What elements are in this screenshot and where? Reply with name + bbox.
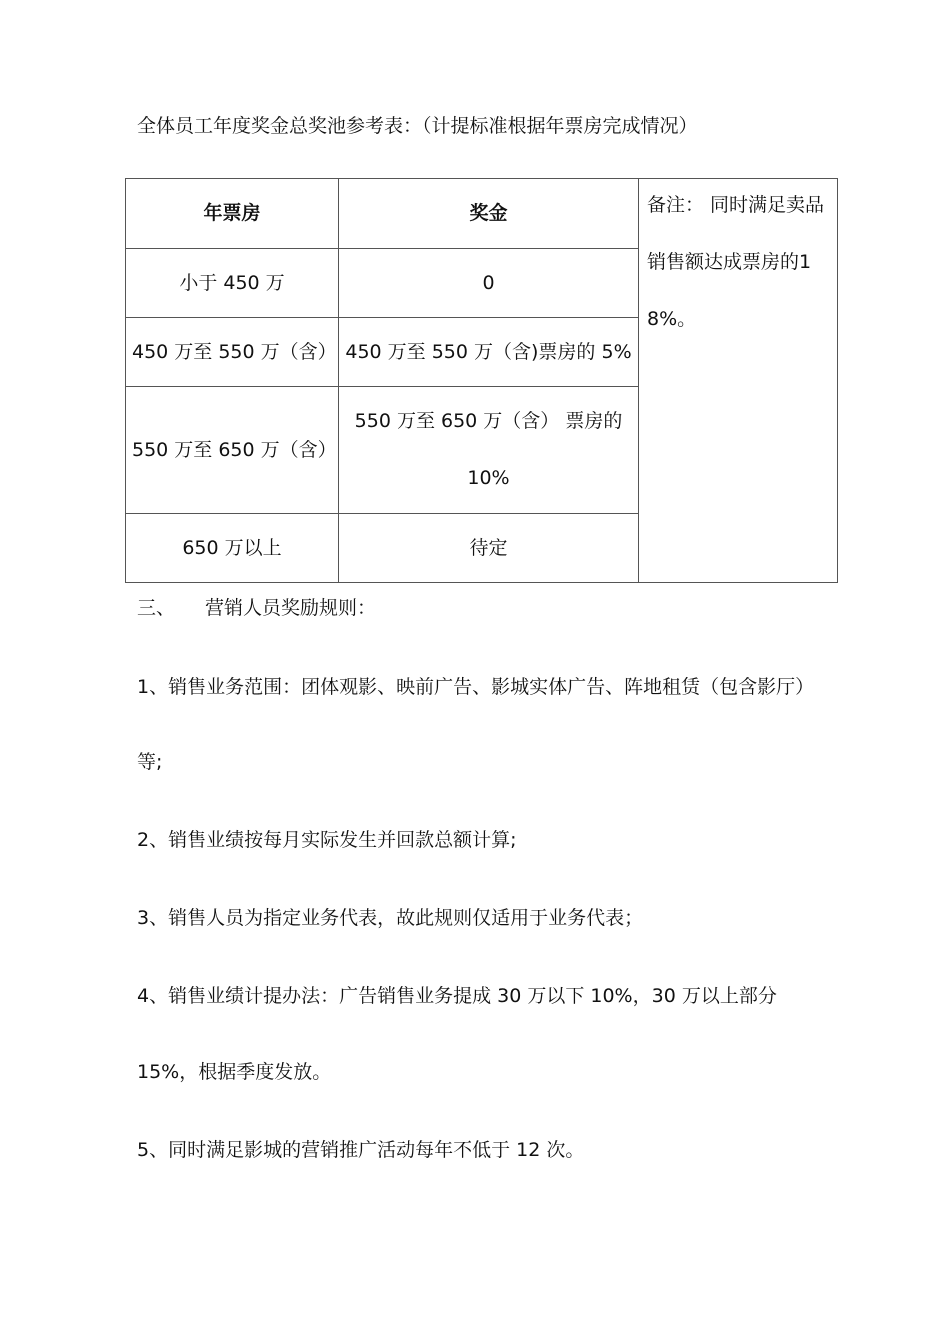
note-text: 备注： 同时满足卖品销售额达成票房的18%。 bbox=[647, 194, 825, 330]
cell-bonus: 待定 bbox=[339, 514, 639, 583]
cell-bonus-line1: 550 万至 650 万（含） 票房的 bbox=[354, 410, 623, 432]
header-bonus: 奖金 bbox=[339, 179, 639, 249]
rule-5: 5、同时满足影城的营销推广活动每年不低于 12 次。 bbox=[137, 1139, 585, 1161]
rule-1-line2: 等; bbox=[137, 751, 163, 773]
section-title: 营销人员奖励规则： bbox=[205, 597, 377, 619]
rule-4-line1: 4、销售业绩计提办法：广告销售业务提成 30 万以下 10%，30 万以上部分 bbox=[137, 985, 777, 1007]
section-number: 三、 bbox=[137, 597, 176, 619]
rule-1-line1: 1、销售业务范围：团体观影、映前广告、影城实体广告、阵地租赁（包含影厅） bbox=[137, 676, 815, 698]
cell-bonus-line2: 10% bbox=[467, 467, 510, 489]
cell-bonus: 0 bbox=[339, 249, 639, 318]
cell-box-office: 小于 450 万 bbox=[126, 249, 339, 318]
cell-box-office: 550 万至 650 万（含） bbox=[126, 387, 339, 514]
cell-bonus bbox=[339, 387, 639, 514]
rule-4-line2: 15%，根据季度发放。 bbox=[137, 1061, 332, 1083]
cell-bonus: 450 万至 550 万（含)票房的 5% bbox=[339, 318, 639, 387]
header-box-office: 年票房 bbox=[126, 179, 339, 249]
table-header-row bbox=[126, 179, 838, 249]
table-caption: 全体员工年度奖金总奖池参考表：（计提标准根据年票房完成情况） bbox=[137, 115, 698, 137]
cell-box-office: 650 万以上 bbox=[126, 514, 339, 583]
cell-box-office: 450 万至 550 万（含） bbox=[126, 318, 339, 387]
rule-2: 2、销售业绩按每月实际发生并回款总额计算; bbox=[137, 829, 517, 851]
section-heading bbox=[137, 594, 376, 622]
rule-3: 3、销售人员为指定业务代表，故此规则仅适用于业务代表； bbox=[137, 907, 644, 929]
table-note bbox=[639, 179, 838, 583]
bonus-pool-table bbox=[125, 178, 838, 583]
